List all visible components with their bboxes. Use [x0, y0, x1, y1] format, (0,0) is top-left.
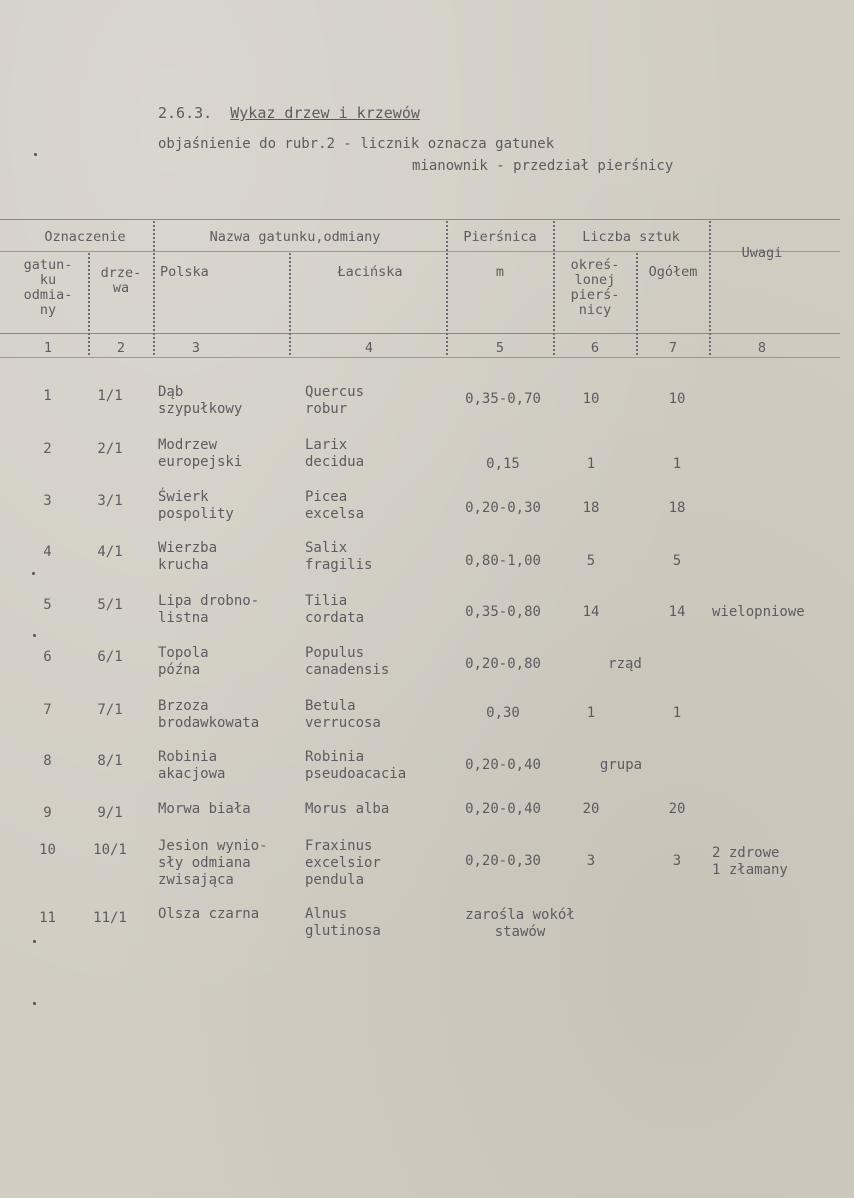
col-header-m: m — [495, 264, 505, 280]
column-number-rule — [0, 357, 840, 358]
count-total: 1 — [672, 705, 682, 721]
count-specified: 10 — [582, 391, 600, 407]
polish-name: Olsza czarna — [158, 906, 260, 922]
col-number: 2 — [116, 340, 126, 356]
tree-number: 1/1 — [97, 388, 123, 404]
count-specified: 18 — [582, 500, 600, 516]
tree-number: 5/1 — [97, 597, 123, 613]
col-header-okreslonej: okreś- lonej pierś- nicy — [570, 257, 620, 318]
count-total: 14 — [668, 604, 686, 620]
species-number: 5 — [43, 597, 52, 613]
col-divider — [153, 221, 155, 355]
latin-name: Salix fragilis — [305, 540, 373, 573]
col-number: 5 — [495, 340, 505, 356]
tree-number: 11/1 — [93, 910, 127, 926]
species-number: 6 — [43, 649, 52, 665]
latin-name: Tilia cordata — [305, 593, 365, 626]
dbh-value: 0,20-0,40 — [465, 801, 541, 817]
polish-name: Jesion wynio- sły odmiana zwisająca — [158, 838, 268, 888]
tree-number: 2/1 — [97, 441, 123, 457]
col-header-polska: Polska — [160, 264, 209, 280]
header-rule — [0, 333, 840, 334]
tree-number: 3/1 — [97, 493, 123, 509]
polish-name: Wierzba krucha — [158, 540, 218, 573]
latin-name: Larix decidua — [305, 437, 365, 470]
species-number: 10 — [39, 842, 56, 858]
latin-name: Picea excelsa — [305, 489, 365, 522]
tree-number: 7/1 — [97, 702, 123, 718]
polish-name: Dąb szypułkowy — [158, 384, 243, 417]
dbh-value: 0,20-0,30 — [465, 853, 541, 869]
col-number: 4 — [364, 340, 374, 356]
latin-name: Populus canadensis — [305, 645, 390, 678]
latin-name: Morus alba — [305, 801, 390, 817]
col-header-lacinska: Łacińska — [337, 264, 403, 280]
tree-number: 10/1 — [93, 842, 127, 858]
col-header-gatunku: gatun- ku odmia- ny — [23, 257, 73, 318]
count-total: 18 — [668, 500, 686, 516]
count-specified: 1 — [586, 456, 596, 472]
dbh-value: 0,20-0,40 — [465, 757, 541, 773]
dbh-value: 0,80-1,00 — [465, 553, 541, 569]
tree-number: 6/1 — [97, 649, 123, 665]
tree-number: 4/1 — [97, 544, 123, 560]
count-specified: rząd — [608, 656, 642, 672]
dbh-value: 0,30 — [486, 705, 520, 721]
col-divider — [289, 253, 291, 355]
col-number: 1 — [43, 340, 53, 356]
dbh-value: 0,35-0,80 — [465, 604, 541, 620]
remarks: wielopniowe — [712, 604, 805, 620]
species-number: 2 — [43, 441, 52, 457]
explanation-line-1: objaśnienie do rubr.2 - licznik oznacza gatunek — [158, 136, 555, 152]
dbh-value: 0,15 — [486, 456, 520, 472]
dbh-value: 0,35-0,70 — [465, 391, 541, 407]
polish-name: Brzoza brodawkowata — [158, 698, 260, 731]
species-number: 7 — [43, 702, 52, 718]
count-total: 10 — [668, 391, 686, 407]
count-specified: 20 — [582, 801, 600, 817]
species-number: 4 — [43, 544, 52, 560]
species-number: 8 — [43, 753, 52, 769]
count-specified: 1 — [586, 705, 596, 721]
count-specified: grupa — [599, 757, 643, 773]
tree-number: 9/1 — [97, 805, 123, 821]
polish-name: Modrzew europejski — [158, 437, 243, 470]
latin-name: Betula verrucosa — [305, 698, 381, 731]
section-number: 2.6.3. — [158, 104, 213, 122]
count-specified: 5 — [586, 553, 596, 569]
col-number: 6 — [590, 340, 600, 356]
col-number: 8 — [757, 340, 767, 356]
col-header-oznaczenie: Oznaczenie — [44, 229, 126, 245]
col-divider — [709, 221, 711, 355]
section-title: Wykaz drzew i krzewów — [230, 104, 420, 122]
species-number: 3 — [43, 493, 52, 509]
col-number: 7 — [668, 340, 678, 356]
col-header-uwagi: Uwagi — [741, 245, 783, 261]
latin-name: Alnus glutinosa — [305, 906, 381, 939]
count-total: 3 — [672, 853, 682, 869]
dbh-value: 0,20-0,30 — [465, 500, 541, 516]
polish-name: Robinia akacjowa — [158, 749, 226, 782]
polish-name: Lipa drobno- listna — [158, 593, 260, 626]
latin-name: Robinia pseudoacacia — [305, 749, 407, 782]
col-header-drzewa: drze- wa — [100, 265, 142, 296]
col-header-piersnica: Pierśnica — [463, 229, 537, 245]
polish-name: Świerk pospolity — [158, 489, 234, 522]
remarks: 2 zdrowe 1 złamany — [712, 845, 788, 878]
count-total: 5 — [672, 553, 682, 569]
table-top-rule — [0, 219, 840, 220]
count-total: 20 — [668, 801, 686, 817]
margin-mark — [33, 1002, 36, 1005]
margin-mark — [34, 153, 37, 156]
col-header-nazwa: Nazwa gatunku,odmiany — [209, 229, 381, 245]
latin-name: Quercus robur — [305, 384, 365, 417]
col-divider — [553, 221, 555, 355]
species-number: 1 — [43, 388, 52, 404]
species-number: 11 — [39, 910, 56, 926]
margin-mark — [33, 940, 36, 943]
count-specified: 14 — [582, 604, 600, 620]
count-specified: 3 — [586, 853, 596, 869]
col-header-ogolem: Ogółem — [648, 264, 698, 280]
dbh-value: 0,20-0,80 — [465, 656, 541, 672]
explanation-line-2: mianownik - przedział pierśnicy — [412, 158, 674, 174]
margin-mark — [32, 572, 35, 575]
col-header-liczba: Liczba sztuk — [582, 229, 680, 245]
polish-name: Morwa biała — [158, 801, 251, 817]
polish-name: Topola późna — [158, 645, 209, 678]
col-number: 3 — [191, 340, 201, 356]
count-total: 1 — [672, 456, 682, 472]
tree-number: 8/1 — [97, 753, 123, 769]
dbh-value: zarośla wokół stawów — [465, 907, 575, 940]
species-number: 9 — [43, 805, 52, 821]
latin-name: Fraxinus excelsior pendula — [305, 838, 381, 888]
section-heading — [158, 104, 420, 122]
margin-mark — [33, 634, 36, 637]
